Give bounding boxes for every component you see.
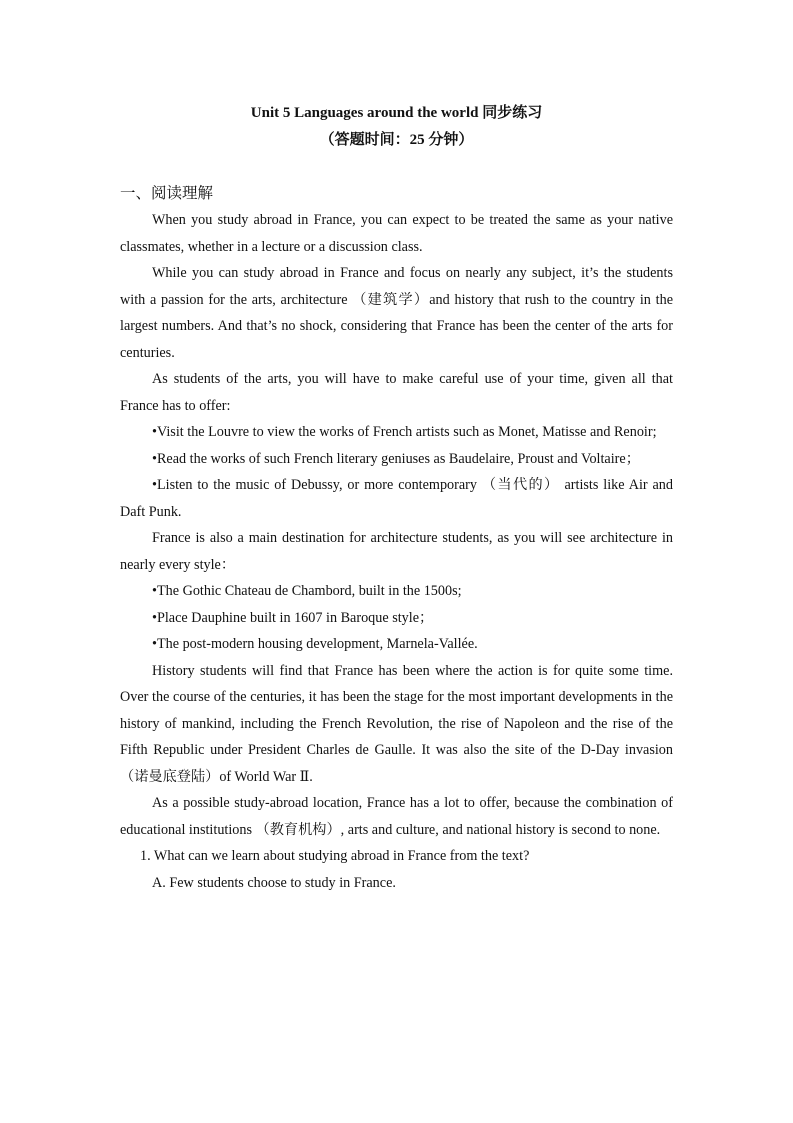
paragraph: When you study abroad in France, you can expect to be treated the same as your native classmates, whether in a lecture or a discussion class. <box>120 212 673 255</box>
bullet-item: •The Gothic Chateau de Chambord, built in the 1500s; <box>152 583 462 599</box>
bullet-item: •Visit the Louvre to view the works of French artists such as Monet, Matisse and Renoir; <box>152 424 657 440</box>
paragraph: As students of the arts, you will have to make careful use of your time, given all that France has to offer: <box>120 371 673 414</box>
document-title: Unit 5 Languages around the world 同步练习 <box>250 105 543 121</box>
reading-passage <box>120 207 673 896</box>
bullet-item: •The post-modern housing development, Marnela-Vallée. <box>152 636 478 652</box>
bullet-item: •Read the works of such French literary geniuses as Baudelaire, Proust and Voltaire； <box>152 450 640 467</box>
question-text: 1. What can we learn about studying abroad in France from the text? <box>140 848 530 864</box>
paragraph: History students will find that France has been where the action is for quite some time. Over the course of the centuries, it has been the stage for the most important developments in the history of mankind, including the French Revolution, the rise of Napoleon and the rise of the Fifth Republic under President Charles de Gaulle. It was also the site of the D-Day invasion （诺曼底登陆）of World War Ⅱ. <box>120 662 673 785</box>
answer-option-a: A. Few students choose to study in France. <box>152 874 396 891</box>
paragraph: While you can study abroad in France and focus on nearly any subject, it’s the students with a passion for the arts, architecture （建筑学）and history that rush to the country in the largest numbers. And that’s no shock, considering that France has been the center of the arts for centuries. <box>120 265 673 361</box>
bullet-item: •Place Dauphine built in 1607 in Baroque style； <box>152 609 434 626</box>
paragraph: As a possible study-abroad location, France has a lot to offer, because the combination of educational institutions （教育机构）, arts and culture, and national history is second to none. <box>120 795 673 838</box>
document-subtitle: （答题时间：25 分钟） <box>319 132 474 148</box>
bullet-item: •Listen to the music of Debussy, or more contemporary （当代的） artists like Air and Daft Punk. <box>120 477 673 520</box>
paragraph: France is also a main destination for architecture students, as you will see architecture in nearly every style： <box>120 530 673 573</box>
section-heading: 一、阅读理解 <box>120 184 214 202</box>
